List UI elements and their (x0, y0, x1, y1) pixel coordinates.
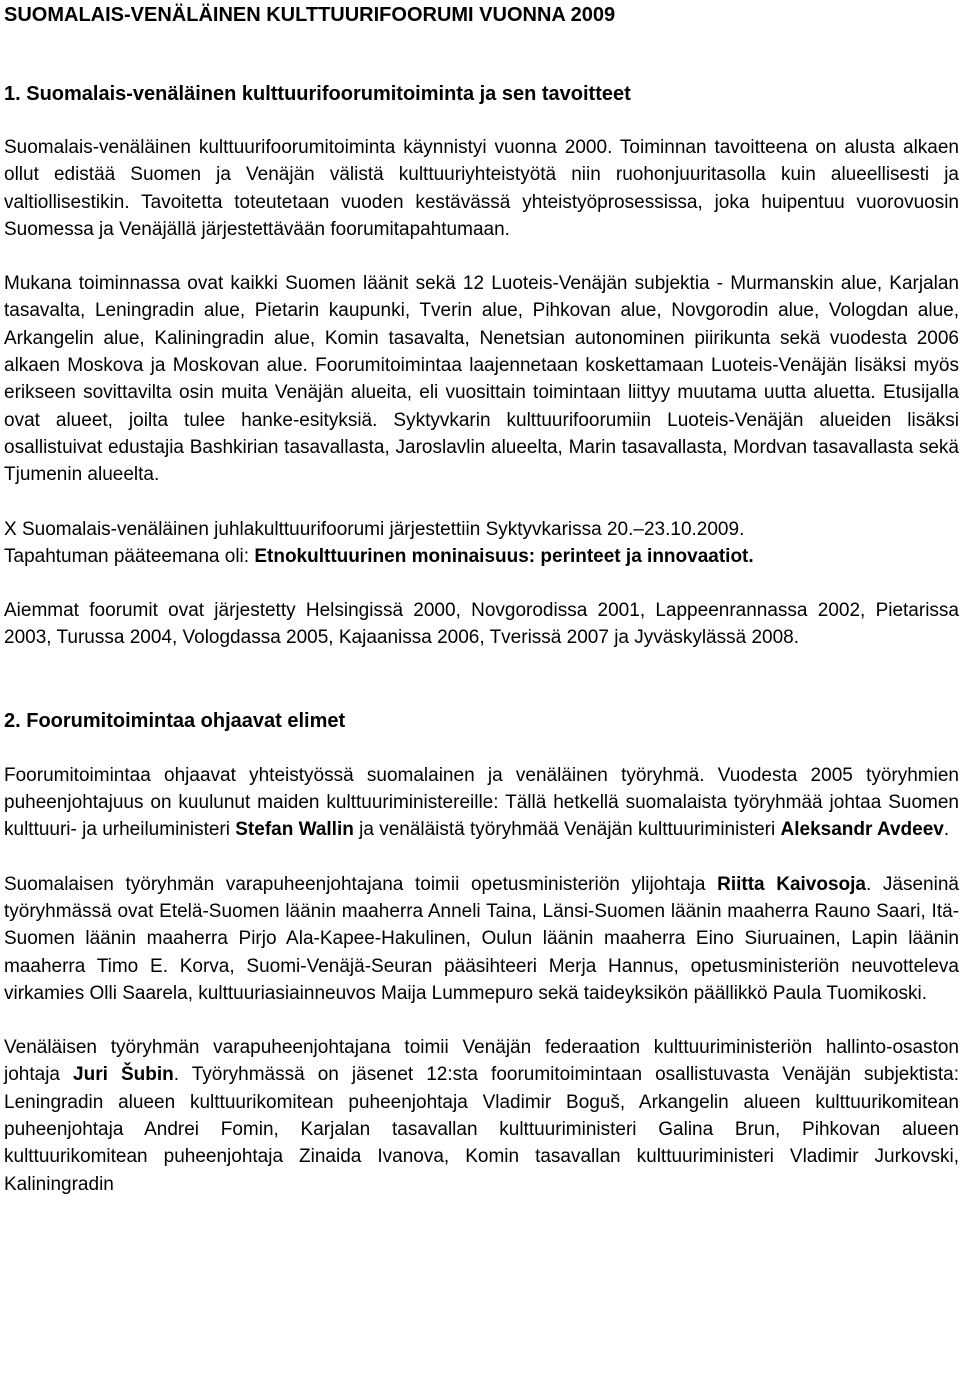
text-segment: . Työryhmässä on jäsenet 12:sta foorumitoimintaan osallistuvasta Venäjän subjektista: Leningradin alueen kulttuurikomitean puheenjohtaja Vladimir Boguš, Arkangelin alueen kulttuurikomitean puheenjohtaja Andrei Fomin, Karjalan tasavallan kulttuuriministeri Galina Brun, Pihkovan alueen kulttuurikomitean puheenjohtaja Zinaida Ivanova, Komin tasavallan kulttuuriministeri Vladimir Jurkovski, Kaliningradin (4, 1064, 959, 1195)
section-heading-2-text: 2. Foorumitoimintaa ohjaavat elimet (4, 709, 346, 732)
theme-prefix: Tapahtuman pääteemana oli: (4, 545, 255, 567)
paragraph-working-groups (4, 762, 959, 844)
paragraph-forum-2009: X Suomalais-venäläinen juhlakulttuurifoorumi järjestettiin Syktyvkarissa 20.–23.10.2009. (4, 518, 745, 540)
paragraph-forum-theme (4, 543, 959, 570)
paragraph-russian-group (4, 1034, 959, 1198)
person-name-kaivosoja: Riitta Kaivosoja (717, 873, 866, 895)
person-name-wallin: Stefan Wallin (235, 819, 354, 841)
text-segment: ja venäläistä työryhmää Venäjän kulttuuriministeri (353, 819, 781, 841)
paragraph-forum-background: Suomalais-venäläinen kulttuurifoorumitoiminta käynnistyi vuonna 2000. Toiminnan tavoitteena on alusta alkaen ollut edistää Suomen ja Venäjän välistä kulttuuriyhteistyötä niin ruohonjuuritasolla kuin alueellisesti ja valtiollisestikin. Tavoitetta toteutetaan vuoden kestävässä yhteistyöprosessissa, joka huipentuu vuorovuosin Suomessa ja Venäjällä järjestettävään foorumitapahtumaan. (4, 137, 959, 240)
section-heading-1 (4, 81, 960, 108)
paragraph-previous-forums: Aiemmat foorumit ovat järjestetty Helsingissä 2000, Novgorodissa 2001, Lappeenrannassa 2002, Pietarissa 2003, Turussa 2004, Vologdassa 2005, Kajaanissa 2006, Tverissä 2007 ja Jyväskylässä 2008. (4, 600, 959, 649)
text-segment: . Jäseninä työryhmässä ovat Etelä-Suomen läänin maaherra Anneli Taina, Länsi-Suomen läänin maaherra Rauno Saari, Itä-Suomen läänin maaherra Pirjo Ala-Kapee-Hakulinen, Oulun läänin maaherra Eino Siuruainen, Lapin läänin maaherra Timo E. Korva, Suomi-Venäjä-Seuran pääsihteeri Merja Hannus, opetusministeriön neuvotteleva virkamies Olli Saarela, kulttuuriasiainneuvos Maija Lummepuro sekä taideyksikön päällikkö Paula Tuomikoski. (4, 873, 959, 1004)
paragraph-participating-regions: Mukana toiminnassa ovat kaikki Suomen läänit sekä 12 Luoteis-Venäjän subjektia - Murmanskin alue, Karjalan tasavalta, Leningradin alue, Pietarin kaupunki, Tverin alue, Pihkovan alue, Novgorodin alue, Vologdan alue, Arkangelin alue, Kaliningradin alue, Komin tasavalta, Nenetsian autonominen piirikunta sekä vuodesta 2006 alkaen Moskova ja Moskovan alue. Foorumitoimintaa laajennetaan koskettamaan Luoteis-Venäjän lisäksi myös erikseen sovittavilta osin muita Venäjän alueita, eli vuosittain toimintaan liittyy muutama uutta aluetta. Etusijalla ovat alueet, joilta tulee hanke-esityksiä. Syktyvkarin kulttuurifoorumiin Luoteis-Venäjän alueiden lisäksi osallistuivat edustajia Bashkirian tasavallasta, Jaroslavlin alueelta, Marin tasavallasta, Mordvan tasavallasta sekä Tjumenin alueelta. (4, 273, 959, 486)
section-heading-1-text: 1. Suomalais-venäläinen kulttuurifoorumitoiminta ja sen tavoitteet (4, 83, 631, 105)
text-segment: . (943, 819, 950, 841)
text-segment: Foorumitoimintaa ohjaavat yhteistyössä suomalainen ja venäläinen työryhmä. Vuodesta 2005 työryhmien puheenjohtajuus on kuulunut maiden kulttuuriministereille: Tällä hetkellä suomalaista työryhmää johtaa Suomen kulttuuri- ja urheiluministeri (4, 764, 959, 841)
text-segment: Venäläisen työryhmän varapuheenjohtajana toimii Venäjän federaation kulttuuriministeriön hallinto-osaston johtaja (4, 1037, 959, 1086)
paragraph-finnish-group (4, 871, 959, 1007)
text-segment: Suomalaisen työryhmän varapuheenjohtajana toimii opetusministeriön ylijohtaja (4, 873, 718, 895)
section-heading-2 (4, 708, 960, 735)
person-name-subin: Juri Šubin (73, 1064, 174, 1086)
theme-title: Etnokulttuurinen moninaisuus: perinteet ja innovaatiot. (254, 545, 754, 567)
document-title: SUOMALAIS-VENÄLÄINEN KULTTUURIFOORUMI VUONNA 2009 (4, 4, 616, 26)
person-name-avdeev: Aleksandr Avdeev (780, 819, 944, 841)
